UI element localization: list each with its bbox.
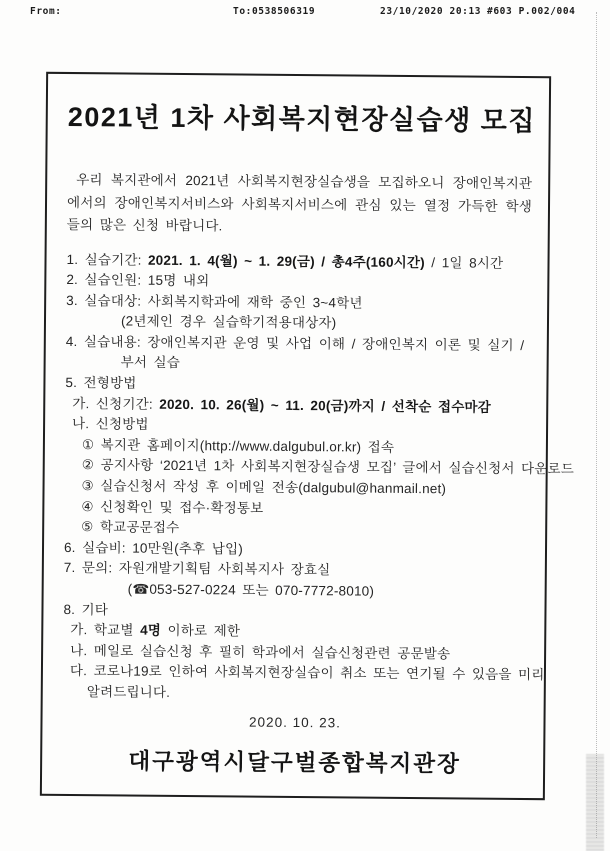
scan-artifact-edge-band (586, 754, 604, 851)
text: 3. 실습대상: 사회복지학과에 재학 중인 3~4학년 (66, 292, 363, 311)
text: 나. 메일로 실습신청 후 필히 학과에서 실습신청관련 공문발송 (70, 642, 451, 662)
text: 6. 실습비: 10만원(추후 납입) (63, 539, 244, 557)
text: 알려드립니다. (86, 684, 171, 700)
document-title: 2021년 1차 사회복지현장실습생 모집 (67, 102, 537, 137)
body-line (128, 580, 529, 604)
text: 8. 기타 (63, 601, 109, 617)
text: 부서 실습 (120, 354, 181, 371)
text: 1. 실습기간: (66, 251, 149, 268)
fax-datetime: 23/10/2020 20:13 (380, 6, 482, 17)
text: ① 복지관 홈페이지(http://www.dalgubul.or.kr) 접속 (81, 436, 395, 455)
signature: 대구광역시달구벌종합복지관장 (128, 748, 461, 777)
fax-from-label: From: (30, 6, 62, 17)
text: ③ 실습신청서 작성 후 이메일 전송(dalgubul@hanmail.net) (81, 478, 447, 497)
bold-text: 4명 (140, 622, 162, 639)
fax-to-number: To:0538506319 (233, 6, 316, 17)
scan-artifact-dotted-line (596, 12, 597, 838)
bold-text: 2021. 1. 4(월) ~ 1. 29(금) / 총4주(160시간) (147, 252, 425, 270)
date-line: 2020. 10. 23. (249, 714, 341, 730)
text: 5. 전형방법 (65, 375, 137, 391)
text: 가. 신청기간: (72, 395, 160, 412)
text: 4. 실습내용: 장애인복지관 운영 및 사업 이해 / 장애인복지 이론 및 실기 / (65, 333, 525, 353)
text: 이하로 제한 (161, 623, 241, 639)
document-frame (40, 72, 575, 800)
text: / 1일 8시간 (424, 254, 504, 271)
text: ④ 신청확인 및 접수·확정통보 (81, 498, 264, 516)
body-lines (63, 249, 575, 706)
text: 가. 학교별 (70, 622, 141, 638)
text: (☎053-527-0224 또는 070-7772-8010) (127, 581, 375, 599)
text: 다. 코로나19로 인하여 사회복지현장실습이 취소 또는 연기될 수 있음을 미리 (69, 663, 545, 683)
text: 나. 신청방법 (72, 416, 149, 432)
text: ⑤ 학교공문접수 (81, 519, 180, 536)
text: ② 공지사항 ‘2021년 1차 사회복지현장실습생 모집’ 글에서 실습신청서 다운로드 (81, 457, 575, 477)
body-line (87, 682, 528, 706)
text: 7. 문의: 자원개발기획팀 사회복지사 장효실 (63, 560, 331, 578)
bold-text: 2020. 10. 26(월) ~ 11. 20(금)까지 / 선착순 접수마감 (159, 396, 492, 415)
fax-page-info: #603 P.002/004 (487, 6, 576, 17)
intro-paragraph: 우리 복지관에서 2021년 사회복지현장실습생을 모집하오니 장애인복지관에서의 장애인복지서비스와 사회복지서비스에 관심 있는 열정 가득한 학생들의 많은 신청 바랍니다. (66, 172, 533, 234)
text: (2년제인 경우 실습학기적용대상자) (120, 313, 337, 331)
text: 2. 실습인원: 15명 내외 (66, 272, 210, 289)
fax-header (0, 6, 610, 20)
